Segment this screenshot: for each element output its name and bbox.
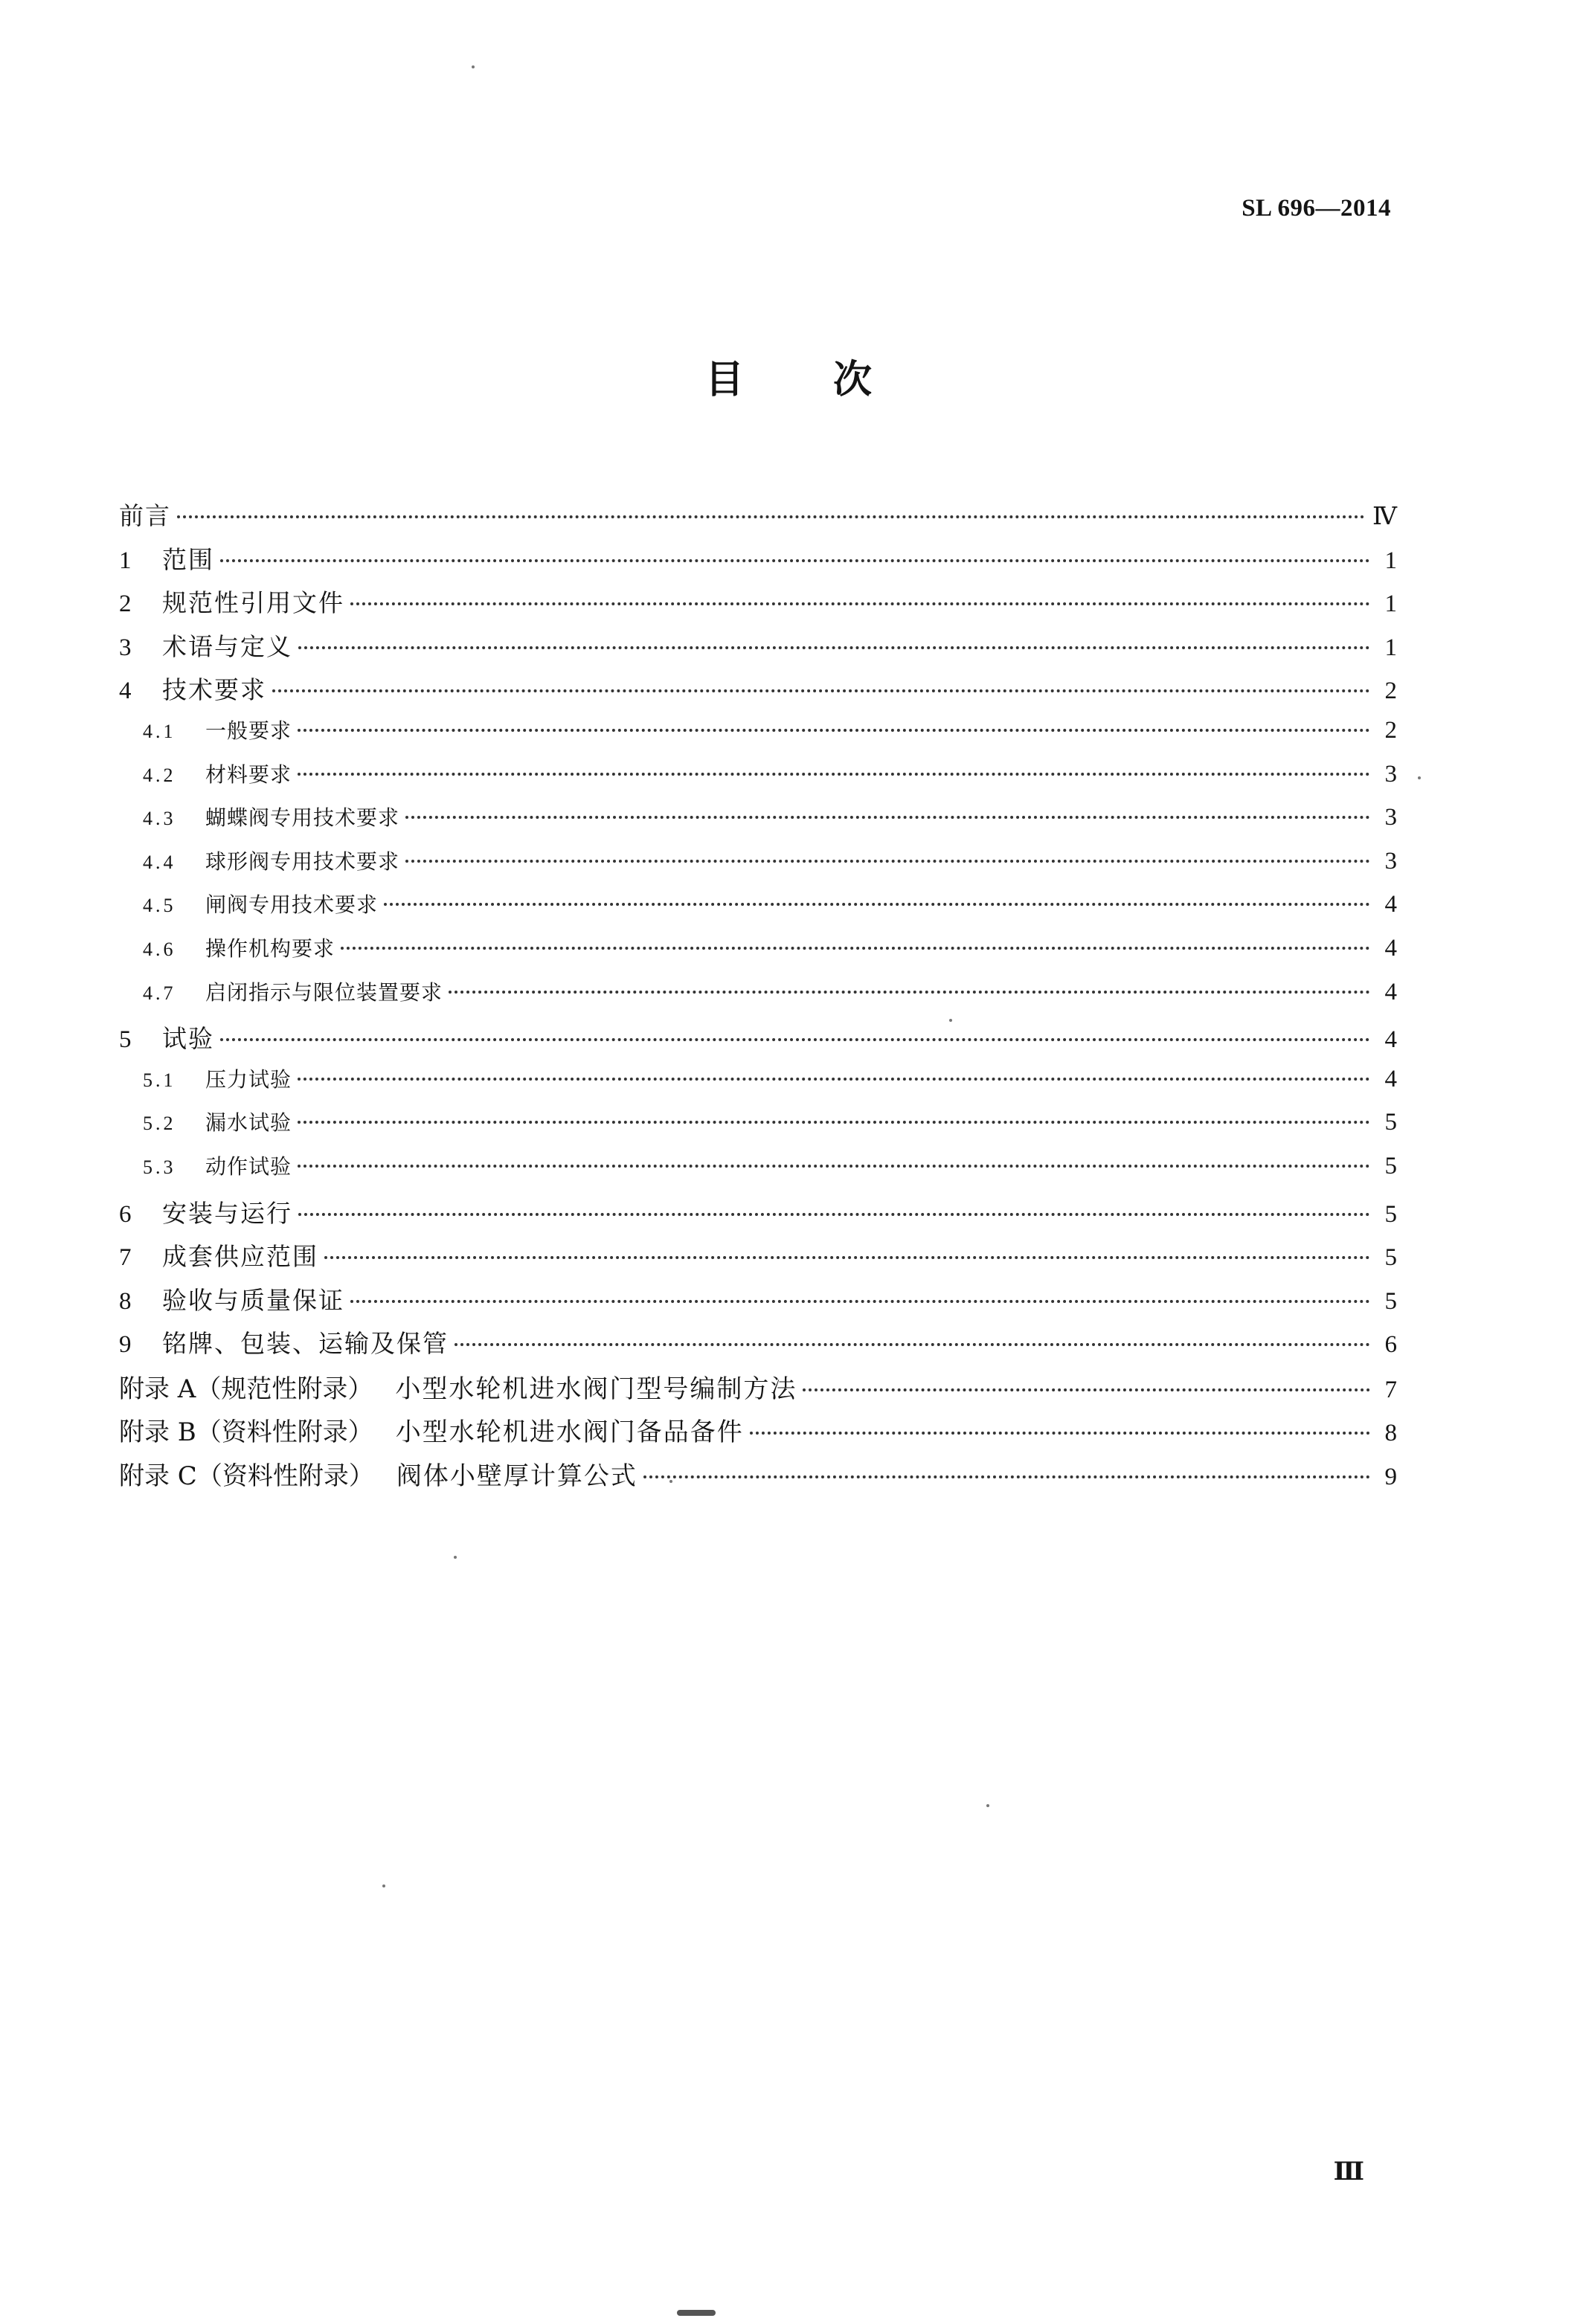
toc-page-number: 1	[1384, 590, 1397, 618]
dot-leader	[405, 860, 1370, 863]
toc-entry-5-2[interactable]	[119, 1107, 1397, 1150]
toc-entry-preface[interactable]	[119, 497, 1397, 541]
dot-leader	[220, 559, 1370, 562]
toc-page-number: 1	[1384, 634, 1397, 661]
toc-section-number: 4.3	[143, 808, 176, 830]
appendix-title: 小型水轮机进水阀门备品备件	[395, 1417, 744, 1448]
toc-page-number: 1	[1384, 547, 1397, 574]
toc-entry-label: 操作机构要求	[205, 936, 335, 961]
toc-entry-4-3[interactable]	[119, 802, 1397, 846]
toc-section-number: 4.5	[143, 895, 176, 917]
toc-page-number: 4	[1384, 978, 1397, 1005]
toc-page-number: 5	[1384, 1200, 1397, 1228]
dot-leader	[298, 1121, 1370, 1124]
toc-entry-4[interactable]	[119, 671, 1397, 715]
dot-leader	[324, 1256, 1370, 1259]
toc-page-number: 7	[1384, 1376, 1397, 1403]
dot-leader	[298, 1165, 1370, 1168]
toc-entry-4-5[interactable]	[119, 889, 1397, 933]
dot-leader	[298, 729, 1370, 732]
toc-entry-label: 规范性引用文件	[162, 588, 344, 618]
toc-entry-5[interactable]	[119, 1020, 1397, 1063]
toc-page-number: 3	[1384, 847, 1397, 875]
dot-leader	[643, 1475, 1370, 1478]
toc-entry-4-4[interactable]	[119, 846, 1397, 889]
dot-leader	[350, 602, 1370, 605]
toc-entry-label: 成套供应范围	[162, 1242, 318, 1272]
dot-leader	[455, 1343, 1370, 1346]
toc-entry-label: 球形阀专用技术要求	[205, 849, 400, 874]
toc-entry-4-6[interactable]	[119, 933, 1397, 976]
toc-entry-1[interactable]	[119, 541, 1397, 585]
toc-entry-8[interactable]	[119, 1281, 1397, 1325]
toc-section-number: 4.2	[143, 764, 176, 786]
toc-page-number: 5	[1384, 1287, 1397, 1315]
scan-speck	[1418, 776, 1421, 779]
toc-entry-label: 技术要求	[162, 675, 266, 705]
toc-section-number: 4.6	[143, 938, 176, 960]
scan-speck	[986, 1804, 989, 1807]
dot-leader	[750, 1432, 1370, 1435]
standard-code: SL 696—2014	[1242, 195, 1391, 222]
scan-speck	[472, 65, 475, 68]
toc-page-number: 3	[1384, 804, 1397, 831]
dot-leader	[272, 689, 1370, 692]
toc-section-number: 7	[119, 1244, 132, 1272]
toc-section-number: 9	[119, 1331, 132, 1359]
toc-section-number: 8	[119, 1287, 132, 1315]
toc-entry-label: 术语与定义	[162, 631, 292, 661]
toc-section-number: 6	[119, 1200, 132, 1228]
page-title	[0, 354, 1577, 406]
toc-entry-label: 验收与质量保证	[162, 1285, 344, 1315]
toc-entry-3[interactable]	[119, 628, 1397, 672]
toc-entry-4-7[interactable]	[119, 976, 1397, 1020]
toc-page-number: 5	[1384, 1152, 1397, 1179]
scan-speck	[949, 1019, 952, 1022]
toc-entry-9[interactable]	[119, 1324, 1397, 1368]
toc-entry-5-1[interactable]	[119, 1063, 1397, 1107]
dot-leader	[298, 1078, 1370, 1081]
dot-leader	[350, 1300, 1370, 1303]
toc-entry-appendix-c[interactable]	[119, 1455, 1397, 1499]
appendix-label: 附录 A（规范性附录）	[119, 1374, 373, 1404]
appendix-title: 小型水轮机进水阀门型号编制方法	[395, 1374, 797, 1404]
toc-section-number: 4.7	[143, 982, 176, 1004]
toc-entry-5-3[interactable]	[119, 1150, 1397, 1194]
toc-entry-appendix-a[interactable]	[119, 1368, 1397, 1412]
toc-page-number: 4	[1384, 1026, 1397, 1054]
toc-entry-4-2[interactable]	[119, 759, 1397, 802]
toc-section-number: 5.2	[143, 1113, 176, 1135]
title-char-1: 目	[704, 358, 744, 402]
toc-section-number: 4.1	[143, 720, 176, 742]
appendix-label: 附录 C（资料性附录）	[119, 1461, 374, 1492]
toc-entry-label: 一般要求	[205, 718, 292, 743]
toc-entry-4-1[interactable]	[119, 715, 1397, 759]
toc-entry-7[interactable]	[119, 1237, 1397, 1281]
toc-section-number: 5.1	[143, 1069, 176, 1091]
toc-page-number: 5	[1384, 1109, 1397, 1136]
toc-page-number: 9	[1384, 1464, 1397, 1491]
toc-page-number: 6	[1384, 1331, 1397, 1359]
appendix-label: 附录 B（资料性附录）	[119, 1417, 373, 1448]
toc-entry-2[interactable]	[119, 584, 1397, 628]
dot-leader	[220, 1038, 1370, 1041]
toc-section-number: 5	[119, 1026, 132, 1054]
dot-leader	[803, 1388, 1370, 1391]
toc-section-number: 3	[119, 634, 132, 661]
appendix-title: 阀体小壁厚计算公式	[396, 1461, 637, 1492]
toc-page-number: 4	[1384, 891, 1397, 918]
toc-page-number: 4	[1384, 934, 1397, 962]
page-number: Ⅲ	[1333, 2158, 1364, 2186]
dot-leader	[449, 991, 1370, 994]
toc-entry-label: 铭牌、包装、运输及保管	[162, 1329, 449, 1359]
toc-section-number: 2	[119, 590, 132, 618]
toc-entry-label: 闸阀专用技术要求	[205, 892, 379, 918]
dot-leader	[405, 816, 1370, 819]
toc-entry-label: 材料要求	[205, 762, 292, 787]
toc-section-number: 5.3	[143, 1156, 176, 1178]
scan-speck	[454, 1556, 457, 1559]
toc-section-number: 1	[119, 547, 132, 574]
toc-entry-label: 漏水试验	[205, 1110, 292, 1136]
dot-leader	[298, 646, 1370, 649]
toc-entry-6[interactable]	[119, 1194, 1397, 1238]
dot-leader	[384, 903, 1370, 906]
dot-leader	[298, 773, 1370, 776]
toc-section-number: 4.4	[143, 851, 176, 873]
toc-entry-label: 启闭指示与限位装置要求	[205, 979, 443, 1005]
table-of-contents	[119, 497, 1397, 1499]
title-char-2: 次	[833, 358, 873, 402]
dot-leader	[177, 515, 1365, 518]
toc-page-number: Ⅳ	[1372, 503, 1397, 530]
dot-leader	[341, 947, 1370, 950]
toc-page-number: 3	[1384, 760, 1397, 788]
toc-entry-label: 安装与运行	[162, 1198, 292, 1228]
toc-entry-label: 动作试验	[205, 1153, 292, 1179]
toc-entry-label: 范围	[162, 544, 214, 574]
toc-page-number: 2	[1384, 677, 1397, 705]
toc-entry-label: 蝴蝶阀专用技术要求	[205, 805, 400, 831]
scan-speck	[669, 1480, 672, 1483]
dot-leader	[298, 1213, 1370, 1216]
toc-page-number: 5	[1384, 1244, 1397, 1272]
scan-speck	[382, 1884, 385, 1887]
toc-page-number: 8	[1384, 1420, 1397, 1447]
scan-smudge	[677, 2310, 716, 2316]
toc-entry-label: 前言	[119, 501, 171, 530]
toc-page-number: 2	[1384, 716, 1397, 744]
toc-entry-label: 压力试验	[205, 1066, 292, 1092]
toc-section-number: 4	[119, 677, 132, 705]
toc-entry-label: 试验	[162, 1024, 214, 1054]
toc-page-number: 4	[1384, 1065, 1397, 1092]
toc-entry-appendix-b[interactable]	[119, 1412, 1397, 1455]
